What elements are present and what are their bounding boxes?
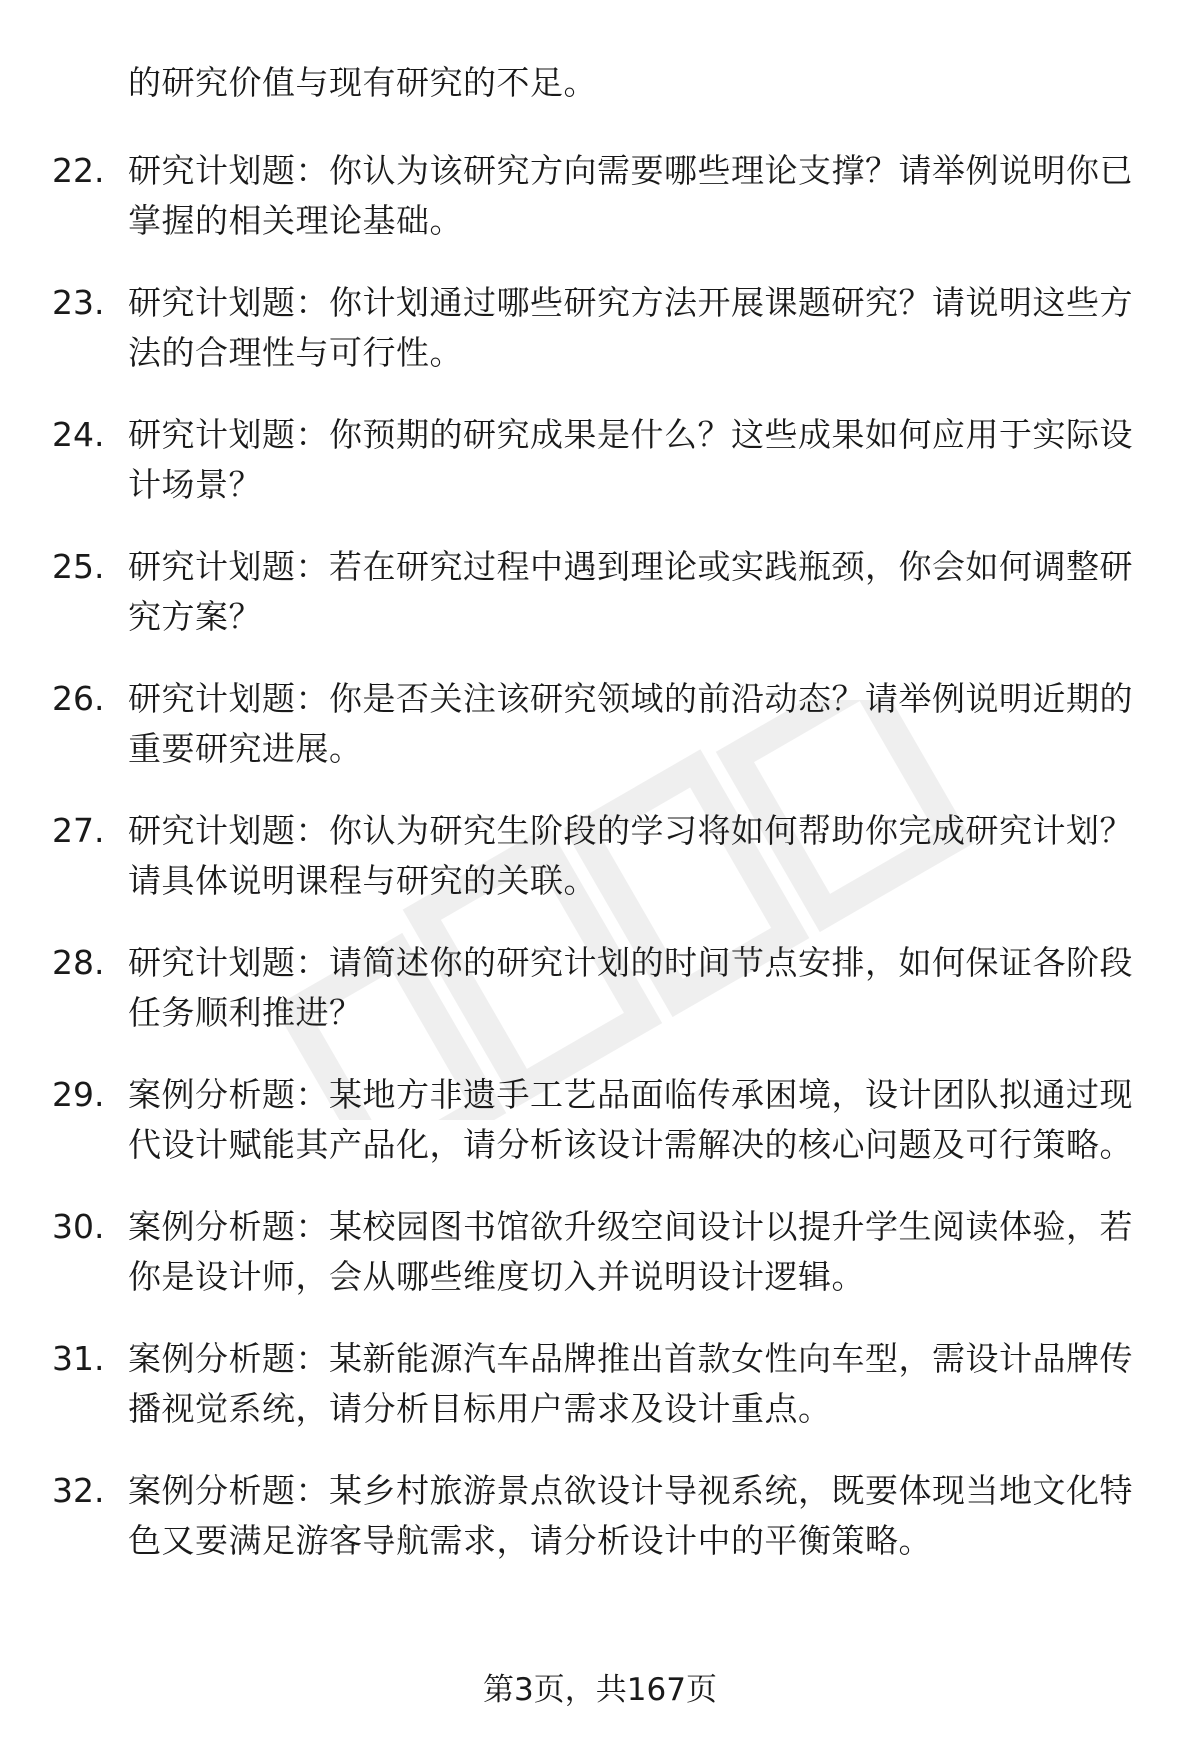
question-number: 27. xyxy=(52,811,105,850)
question-text: 研究计划题：你计划通过哪些研究方法开展课题研究？请说明这些方法的合理性与可行性。 xyxy=(128,283,1133,372)
question-item xyxy=(52,938,1152,1038)
question-number: 32. xyxy=(52,1471,105,1510)
question-number: 29. xyxy=(52,1075,105,1114)
question-number: 26. xyxy=(52,679,105,718)
question-number: 22. xyxy=(52,151,105,190)
question-item xyxy=(52,278,1152,378)
question-text: 研究计划题：若在研究过程中遇到理论或实践瓶颈，你会如何调整研究方案？ xyxy=(128,547,1133,636)
continuation-text: 的研究价值与现有研究的不足。 xyxy=(128,63,597,102)
question-item xyxy=(52,146,1152,246)
question-number: 24. xyxy=(52,415,105,454)
question-number: 30. xyxy=(52,1207,105,1246)
question-text: 案例分析题：某校园图书馆欲升级空间设计以提升学生阅读体验，若你是设计师，会从哪些维度切入并说明设计逻辑。 xyxy=(128,1207,1133,1296)
question-number: 28. xyxy=(52,943,105,982)
question-item xyxy=(52,1466,1152,1566)
page-footer: 第3页，共167页 xyxy=(483,1672,717,1708)
question-text: 研究计划题：你认为该研究方向需要哪些理论支撑？请举例说明你已掌握的相关理论基础。 xyxy=(128,151,1133,240)
question-item xyxy=(52,410,1152,510)
question-text: 案例分析题：某新能源汽车品牌推出首款女性向车型，需设计品牌传播视觉系统，请分析目标用户需求及设计重点。 xyxy=(128,1339,1133,1428)
question-item xyxy=(52,1202,1152,1302)
question-text: 研究计划题：你是否关注该研究领域的前沿动态？请举例说明近期的重要研究进展。 xyxy=(128,679,1133,768)
question-item xyxy=(52,806,1152,906)
question-text: 案例分析题：某地方非遗手工艺品面临传承困境，设计团队拟通过现代设计赋能其产品化，请分析该设计需解决的核心问题及可行策略。 xyxy=(128,1075,1133,1164)
question-list xyxy=(52,146,1152,1598)
question-item xyxy=(52,542,1152,642)
question-item xyxy=(52,1070,1152,1170)
question-text: 研究计划题：请简述你的研究计划的时间节点安排，如何保证各阶段任务顺利推进？ xyxy=(128,943,1133,1032)
question-number: 31. xyxy=(52,1339,105,1378)
question-text: 研究计划题：你预期的研究成果是什么？这些成果如何应用于实际设计场景？ xyxy=(128,415,1133,504)
question-number: 25. xyxy=(52,547,105,586)
question-item xyxy=(52,674,1152,774)
question-item xyxy=(52,1334,1152,1434)
question-number: 23. xyxy=(52,283,105,322)
question-text: 案例分析题：某乡村旅游景点欲设计导视系统，既要体现当地文化特色又要满足游客导航需求，请分析设计中的平衡策略。 xyxy=(128,1471,1133,1560)
question-text: 研究计划题：你认为研究生阶段的学习将如何帮助你完成研究计划？请具体说明课程与研究的关联。 xyxy=(128,811,1133,900)
